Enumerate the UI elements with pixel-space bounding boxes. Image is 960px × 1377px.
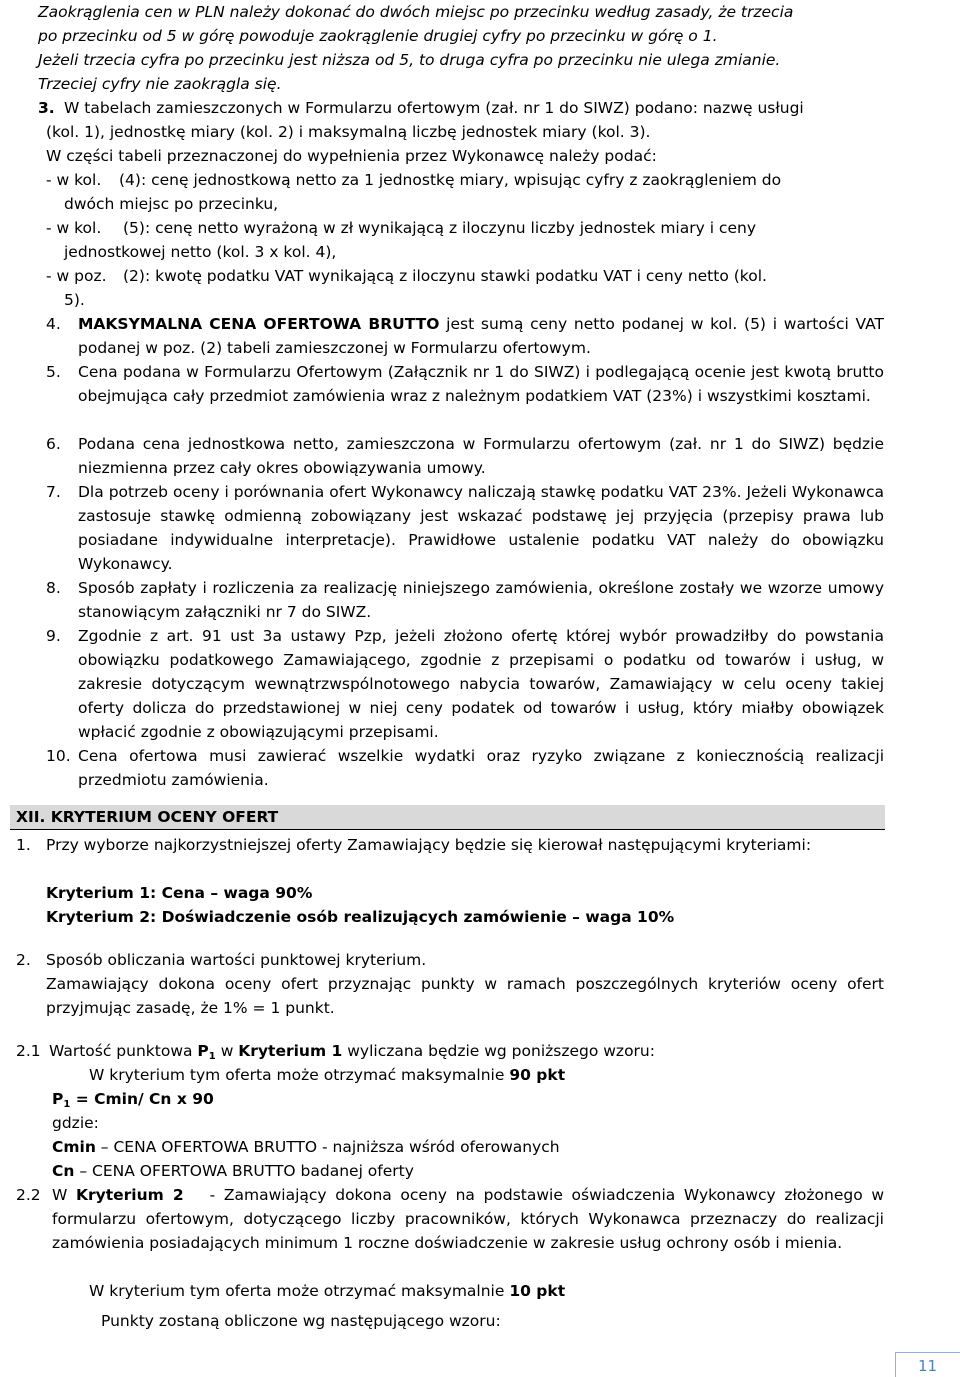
bullet-poz2-dash: - w poz. (46, 267, 107, 285)
criterion-price: Kryterium 1: Cena – waga 90% (46, 884, 313, 902)
intro-line-3: Jeżeli trzecia cyfra po przecinku jest niższa od 5, to druga cyfra po przecinku nie ulega zmianie. (38, 51, 781, 69)
bullet-kol4-dash: - w kol. (46, 171, 102, 189)
criterion-experience: Kryterium 2: Doświadczenie osób realizujących zamówienie – waga 10% (46, 908, 675, 926)
section-heading (10, 805, 885, 830)
item-4-text: MAKSYMALNA CENA OFERTOWA BRUTTO jest sumą ceny netto podanej w kol. (5) i wartości VAT podanej w poz. (2) tabeli zamieszczonej w Formularzu ofertowym. (78, 315, 884, 357)
footer-rule (895, 1352, 960, 1353)
item-7-text: Dla potrzeb oceny i porównania ofert Wykonawcy naliczają stawkę podatku VAT 23%. Jeżeli Wykonawca zastosuje stawkę odmienną zobowiązany jest wskazać podstawę jej przyjęcia (przepisy prawa lub posiadane indywidualne interpretacje). Prawidłowe ustalenie podatku VAT należy do obowiązku Wykonawcy. (78, 483, 884, 573)
item-8-number: 8. (46, 579, 61, 597)
page-number: 11 (918, 1357, 938, 1375)
criteria-intro: Przy wyborze najkorzystniejszej oferty Zamawiający będzie się kierował następującymi kryteriami: (46, 836, 812, 854)
formula: $P_1 = Cmin/$ Cn x 90 (52, 1090, 214, 1110)
max-points-10: W kryterium tym oferta może otrzymać maksymalnie 10 pkt (89, 1282, 566, 1300)
max-points-90: W kryterium tym oferta może otrzymać maksymalnie 90 pkt (89, 1066, 566, 1084)
cmin-definition: Cmin – CENA OFERTOWA BRUTTO - najniższa wśród oferowanych (52, 1138, 560, 1156)
item-10-number: 10. (46, 747, 71, 765)
item-3-line-1: W tabelach zamieszczonych w Formularzu ofertowym (zał. nr 1 do SIWZ) podano: nazwę usługi (64, 99, 804, 117)
item-10-text: Cena ofertowa musi zawierać wszelkie wydatki oraz ryzyko związane z koniecznością realizacji przedmiotu zamówienia. (78, 747, 884, 789)
calc-method-text: Zamawiający dokona oceny ofert przyznając punkty w ramach poszczególnych kryteriów oceny ofert przyjmując zasadę, że 1% = 1 punkt. (46, 975, 884, 1017)
footer-rule-vertical (895, 1352, 896, 1377)
max-price-label: MAKSYMALNA CENA OFERTOWA BRUTTO (78, 315, 440, 333)
section-heading-text: XII. KRYTERIUM OCENY OFERT (16, 808, 279, 826)
subsection-2-1-number: 2.1 (16, 1042, 41, 1060)
where-label: gdzie: (52, 1114, 99, 1132)
item-3-line-3: W części tabeli przeznaczonej do wypełnienia przez Wykonawcę należy podać: (46, 147, 657, 165)
intro-line-1: Zaokrąglenia cen w PLN należy dokonać do dwóch miejsc po przecinku według zasady, że trzecia (38, 3, 794, 21)
bullet-kol5-dash: - w kol. (46, 219, 102, 237)
bullet-kol5-line-2: jednostkowej netto (kol. 3 x kol. 4), (64, 243, 337, 261)
intro-line-2: po przecinku od 5 w górę powoduje zaokrąglenie drugiej cyfry po przecinku w górę o 1. (38, 27, 718, 45)
item-9-number: 9. (46, 627, 61, 645)
bullet-poz2-line-1: (2): kwotę podatku VAT wynikającą z iloczynu stawki podatku VAT i ceny netto (kol. (123, 267, 767, 285)
criteria-2-number: 2. (16, 951, 31, 969)
item-3-number: 3. (38, 99, 55, 117)
item-6-number: 6. (46, 435, 61, 453)
subsection-2-1-text: Wartość punktowa $P_1$ w Kryterium 1 wyliczana będzie wg poniższego wzoru: (49, 1042, 655, 1062)
item-4-number: 4. (46, 315, 61, 333)
item-7-number: 7. (46, 483, 61, 501)
bullet-poz2-line-2: 5). (64, 291, 85, 309)
points-formula-intro: Punkty zostaną obliczone wg następującego wzoru: (101, 1312, 501, 1330)
intro-line-4: Trzeciej cyfry nie zaokrągla się. (38, 75, 282, 93)
item-9-text: Zgodnie z art. 91 ust 3a ustawy Pzp, jeżeli złożono ofertę której wybór prowadziłby do powstania obowiązku podatkowego Zamawiającego, zgodnie z przepisami o podatku od towarów i usług, w zakresie dotyczącym wewnątrzwspólnotowego nabycia towarów, Zamawiający w celu oceny takiej oferty dolicza do przedstawionej w niej ceny podatek od towarów i usług, który miałby obowiązek wpłacić zgodnie z obowiązującymi przepisami. (78, 627, 884, 741)
item-5-text: Cena podana w Formularzu Ofertowym (Załącznik nr 1 do SIWZ) i podlegającą ocenie jest kwotą brutto obejmująca cały przedmiot zamówienia wraz z należnym podatkiem VAT (23%) i wszystkimi kosztami. (78, 363, 884, 405)
item-5-number: 5. (46, 363, 61, 381)
bullet-kol5-line-1: (5): cenę netto wyrażoną w zł wynikającą z iloczynu liczby jednostek miary i ceny (123, 219, 756, 237)
bullet-kol4-line-2: dwóch miejsc po przecinku, (64, 195, 279, 213)
criteria-1-number: 1. (16, 836, 31, 854)
item-6-text: Podana cena jednostkowa netto, zamieszczona w Formularzu ofertowym (zał. nr 1 do SIWZ) będzie niezmienna przez cały okres obowiązywania umowy. (78, 435, 884, 477)
subsection-2-2-text: W Kryterium 2 - Zamawiający dokona oceny na podstawie oświadczenia Wykonawcy złożonego w formularzu ofertowym, dotyczącego liczby pracowników, których Wykonawca przeznaczy do realizacji zamówienia posiadających minimum 1 roczne doświadczenie w zakresie usług ochrony osób i mienia. (52, 1186, 889, 1252)
bullet-kol4-line-1: (4): cenę jednostkową netto za 1 jednostkę miary, wpisując cyfry z zaokrągleniem do (119, 171, 782, 189)
item-8-text: Sposób zapłaty i rozliczenia za realizację niniejszego zamówienia, określone zostały we wzorze umowy stanowiącym załączniki nr 7 do SIWZ. (78, 579, 884, 621)
subsection-2-2-number: 2.2 (16, 1186, 41, 1204)
calc-method-title: Sposób obliczania wartości punktowej kryterium. (46, 951, 427, 969)
cn-definition: Cn – CENA OFERTOWA BRUTTO badanej oferty (52, 1162, 414, 1180)
item-3-line-2: (kol. 1), jednostkę miary (kol. 2) i maksymalną liczbę jednostek miary (kol. 3). (46, 123, 651, 141)
